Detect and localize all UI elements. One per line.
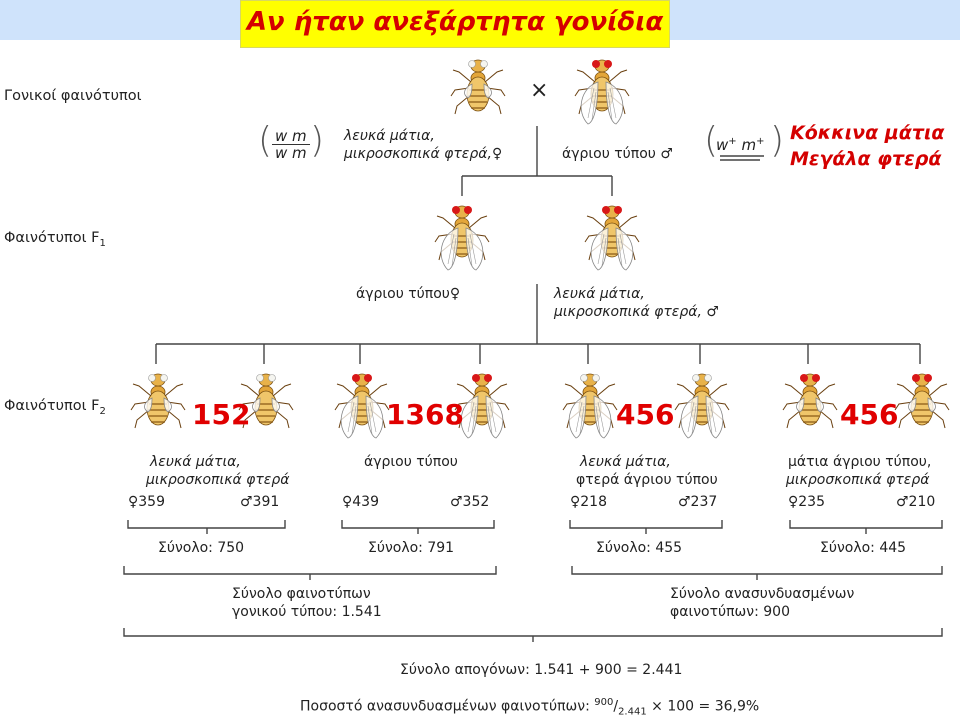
percent-num: 900: [594, 697, 614, 708]
cross-symbol: ×: [530, 78, 549, 103]
highlight-note: [790, 120, 944, 172]
female-symbol: ♀: [491, 146, 503, 162]
f2-label-4a: μάτια άγριου τύπου,: [788, 454, 932, 470]
f2-female-count-3: ♀218: [570, 494, 607, 510]
slide-title: Αν ήταν ανεξάρτητα γονίδια: [246, 7, 664, 37]
male-symbol: ♂: [660, 146, 673, 162]
f2-count-1: 152: [192, 398, 251, 431]
f2-male-count-4: ♂210: [896, 494, 936, 510]
f2-fly-4b: [892, 366, 952, 436]
f2-fly-1a: [128, 366, 188, 436]
percent-prefix: Ποσοστό ανασυνδυασμένων φαινοτύπων:: [300, 698, 590, 715]
percent-den: 2.441: [618, 706, 647, 718]
geno-m: m: [741, 136, 757, 154]
f1-male-line2-text: μικροσκοπικά φτερά,: [554, 304, 702, 320]
total-1: Σύνολο: 750: [158, 540, 245, 556]
parent-female-line2: [344, 146, 502, 163]
f1-row-sub: 1: [99, 237, 106, 249]
female-genotype: [258, 120, 325, 164]
f1-male-line1: λευκά μάτια,: [554, 286, 645, 302]
parent-male-fly: [572, 52, 632, 132]
f2-fly-4a: [780, 366, 840, 436]
right-paren: ): [310, 120, 325, 161]
f2-count-3: 456: [616, 398, 675, 431]
f2-label-3a: λευκά μάτια,: [580, 454, 671, 470]
f1-row-label: [4, 230, 106, 252]
f2-row-label: [4, 398, 106, 420]
f2-label-3b: φτερά άγριου τύπου: [576, 472, 718, 488]
f2-male-count-1: ♂391: [240, 494, 280, 510]
recomb-group-line1: Σύνολο ανασυνδυασμένων: [670, 586, 855, 602]
right-paren: ): [770, 120, 785, 161]
f2-row-text: Φαινότυποι F: [4, 398, 100, 414]
f2-label-4b: μικροσκοπικά φτερά: [786, 472, 930, 488]
total-2: Σύνολο: 791: [368, 540, 455, 556]
f2-female-count-1: ♀359: [128, 494, 165, 510]
note-line-1: Κόκκινα μάτια: [790, 122, 945, 144]
genotype-fraction: [272, 128, 310, 161]
geno-w-sup: +: [728, 136, 737, 147]
f2-female-count-2: ♀439: [342, 494, 379, 510]
genotype-bottom: w m: [275, 144, 307, 162]
total-4: Σύνολο: 445: [820, 540, 907, 556]
f1-female-label: [356, 286, 460, 303]
f2-count-2: 1368: [386, 398, 464, 431]
f1-female-fly: [432, 198, 492, 278]
recomb-percent: Ποσοστό ανασυνδυασμένων φαινοτύπων: $^{900}/_{2.441} \times 100 = 36,9\%$: [300, 697, 760, 718]
left-paren: (: [258, 120, 273, 161]
parent-female-line1: λευκά μάτια,: [344, 128, 435, 144]
f2-fly-3a: [560, 366, 620, 446]
f2-row-sub: 2: [99, 405, 106, 417]
left-paren: (: [704, 120, 719, 161]
recomb-group-line2: φαινοτύπων: 900: [670, 604, 790, 620]
f2-label-1b: μικροσκοπικά φτερά: [146, 472, 290, 488]
f2-fly-3b: [672, 366, 732, 446]
f2-label-1a: λευκά μάτια,: [150, 454, 241, 470]
female-symbol: ♀: [449, 286, 461, 302]
male-symbol: ♂: [706, 304, 719, 320]
f2-male-count-3: ♂237: [678, 494, 718, 510]
parent-female-fly: [448, 52, 508, 122]
f2-female-count-4: ♀235: [788, 494, 825, 510]
percent-suffix: × 100 = 36,9%: [651, 698, 760, 715]
parent-male-label: [562, 146, 673, 163]
f2-label-2a: άγριου τύπου: [364, 454, 458, 470]
geno-m-sup: +: [756, 136, 765, 147]
parent-female-line2-text: μικροσκοπικά φτερά,: [344, 146, 492, 162]
geno-w: w: [716, 136, 729, 154]
f2-fly-2a: [332, 366, 392, 446]
total-3: Σύνολο: 455: [596, 540, 683, 556]
parental-group-line2: γονικού τύπου: 1.541: [232, 604, 382, 620]
male-genotype: [704, 120, 785, 164]
f2-count-4: 456: [840, 398, 899, 431]
note-line-2: Μεγάλα φτερά: [790, 148, 942, 170]
f1-male-line2: [554, 304, 719, 321]
parental-group-line1: Σύνολο φαινοτύπων: [232, 586, 371, 602]
offspring-total: Σύνολο απογόνων: 1.541 + 900 = 2.441: [400, 662, 683, 678]
male-geno-text: [716, 136, 764, 154]
f1-male-fly: [582, 198, 642, 278]
parent-male-label-text: άγριου τύπου: [562, 146, 656, 162]
f1-female-text: άγριου τύπου: [356, 286, 450, 302]
genotype-top: w m: [272, 128, 310, 145]
f1-row-text: Φαινότυποι F: [4, 230, 100, 246]
f2-male-count-2: ♂352: [450, 494, 490, 510]
parental-row-label: Γονικοί φαινότυποι: [4, 88, 142, 104]
